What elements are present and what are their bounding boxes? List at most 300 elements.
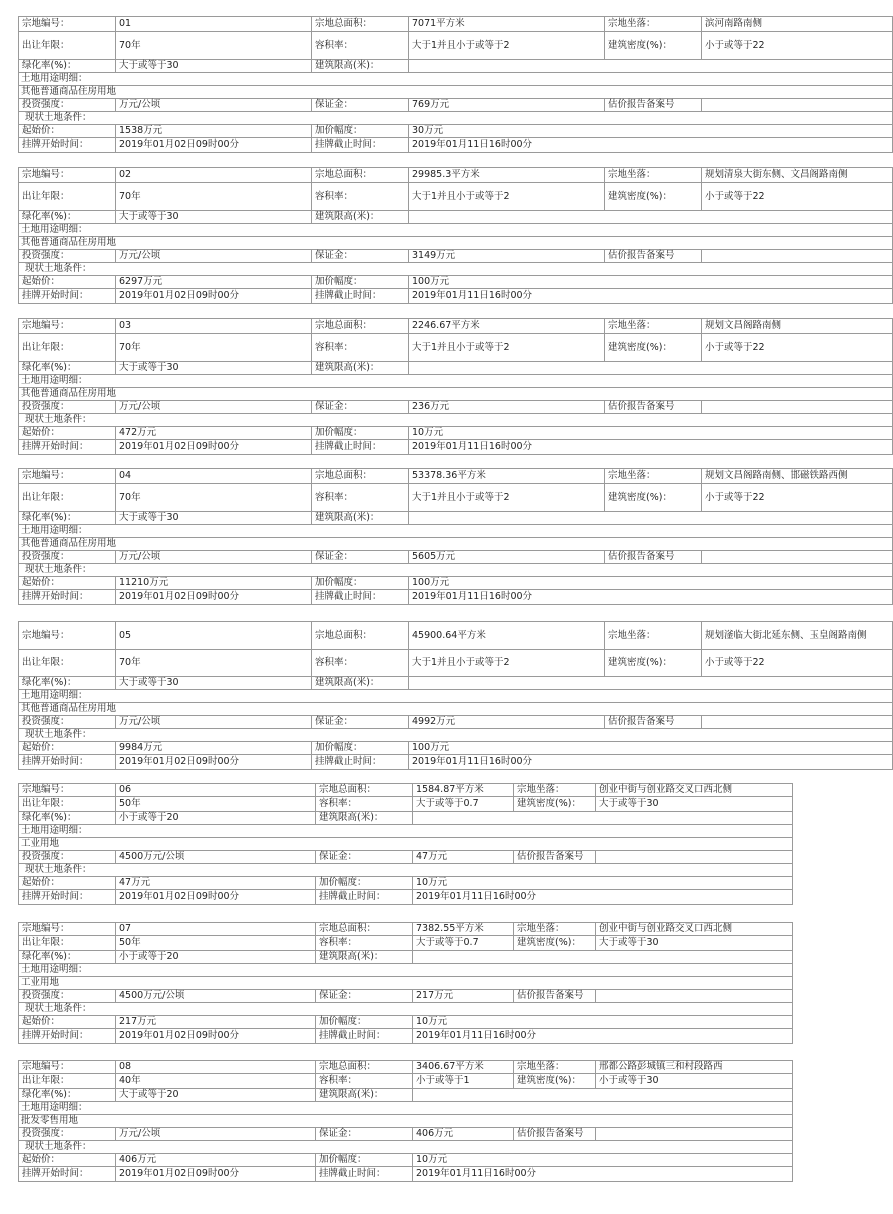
parcel-row: [19, 923, 793, 936]
parcel-row: [19, 211, 893, 224]
parcel-no-value: 01: [116, 17, 312, 32]
list-end-value: 2019年01月11日16时00分: [409, 440, 893, 455]
label-location: 宗地坐落：: [514, 1061, 596, 1074]
parcel-row: [19, 936, 793, 951]
label-location: 宗地坐落：: [605, 622, 702, 650]
label-start-price: 起始价：: [19, 1154, 116, 1167]
label-list-start: 挂牌开始时间：: [19, 1029, 116, 1044]
label-list-end: 挂牌截止时间：: [316, 1029, 413, 1044]
green-value: 大于或等于30: [116, 60, 312, 73]
parcel-no-value: 04: [116, 469, 312, 484]
label-status: 现状土地条件：: [19, 1141, 793, 1154]
term-value: 40年: [116, 1074, 316, 1089]
height-value: [413, 1089, 793, 1102]
parcel-row: [19, 990, 793, 1003]
label-parcel-no: 宗地编号：: [19, 923, 116, 936]
term-value: 70年: [116, 484, 312, 512]
green-value: 小于或等于20: [116, 951, 316, 964]
label-appraisal: 估价报告备案号: [605, 401, 702, 414]
label-appraisal: 估价报告备案号: [514, 851, 596, 864]
label-parcel-no: 宗地编号：: [19, 319, 116, 334]
label-term: 出让年限：: [19, 484, 116, 512]
label-density: 建筑密度(%)：: [605, 650, 702, 677]
far-value: 大于1并且小于或等于2: [409, 32, 605, 60]
list-end-value: 2019年01月11日16时00分: [413, 890, 793, 905]
label-deposit: 保证金：: [312, 401, 409, 414]
parcel-row: [19, 362, 893, 375]
density-value: 大于或等于30: [596, 797, 793, 812]
label-appraisal: 估价报告备案号: [605, 99, 702, 112]
area-value: 1584.87平方米: [413, 784, 514, 797]
label-deposit: 保证金：: [316, 990, 413, 1003]
label-green: 绿化率(%)：: [19, 951, 116, 964]
parcel-no-value: 08: [116, 1061, 316, 1074]
label-invest: 投资强度：: [19, 716, 116, 729]
label-height: 建筑限高(米)：: [312, 677, 409, 690]
label-deposit: 保证金：: [312, 99, 409, 112]
label-parcel-no: 宗地编号：: [19, 17, 116, 32]
label-deposit: 保证金：: [316, 1128, 413, 1141]
increment-value: 10万元: [413, 877, 793, 890]
label-status: 现状土地条件：: [19, 729, 893, 742]
height-value: [413, 812, 793, 825]
label-parcel-no: 宗地编号：: [19, 784, 116, 797]
label-deposit: 保证金：: [316, 851, 413, 864]
label-use-detail: 土地用途明细：: [19, 73, 893, 86]
label-list-start: 挂牌开始时间：: [19, 1167, 116, 1182]
area-value: 2246.67平方米: [409, 319, 605, 334]
label-use-detail: 土地用途明细：: [19, 525, 893, 538]
invest-value: 万元/公顷: [116, 716, 312, 729]
start-price-value: 217万元: [116, 1016, 316, 1029]
parcel-row: [19, 276, 893, 289]
increment-value: 10万元: [409, 427, 893, 440]
label-density: 建筑密度(%)：: [514, 797, 596, 812]
list-start-value: 2019年01月02日09时00分: [116, 755, 312, 770]
height-value: [409, 362, 893, 375]
label-density: 建筑密度(%)：: [605, 334, 702, 362]
label-far: 容积率：: [316, 1074, 413, 1089]
parcel-row: [19, 650, 893, 677]
label-increment: 加价幅度：: [312, 276, 409, 289]
location-value: 规划文昌阁路南侧、邯磁铁路西侧: [702, 469, 893, 484]
far-value: 大于或等于0.7: [413, 797, 514, 812]
label-height: 建筑限高(米)：: [316, 951, 413, 964]
invest-value: 4500万元/公顷: [116, 851, 316, 864]
deposit-value: 4992万元: [409, 716, 605, 729]
label-far: 容积率：: [312, 484, 409, 512]
parcel-row: [19, 890, 793, 905]
start-price-value: 472万元: [116, 427, 312, 440]
green-value: 小于或等于20: [116, 812, 316, 825]
green-value: 大于或等于30: [116, 677, 312, 690]
increment-value: 100万元: [409, 276, 893, 289]
deposit-value: 3149万元: [409, 250, 605, 263]
parcel-row: [19, 1089, 793, 1102]
location-value: 规划文昌阁路南侧: [702, 319, 893, 334]
parcel-row: [19, 551, 893, 564]
label-use-detail: 土地用途明细：: [19, 690, 893, 703]
density-value: 小于或等于22: [702, 183, 893, 211]
far-value: 大于1并且小于或等于2: [409, 484, 605, 512]
appraisal-value: [702, 716, 893, 729]
label-far: 容积率：: [312, 183, 409, 211]
parcel-row: [19, 138, 893, 153]
label-invest: 投资强度：: [19, 851, 116, 864]
deposit-value: 236万元: [409, 401, 605, 414]
land-use-value: 其他普通商品住房用地: [19, 388, 893, 401]
label-term: 出让年限：: [19, 32, 116, 60]
label-increment: 加价幅度：: [312, 577, 409, 590]
parcel-row: [19, 755, 893, 770]
label-height: 建筑限高(米)：: [312, 60, 409, 73]
parcel-row: [19, 716, 893, 729]
appraisal-value: [702, 551, 893, 564]
appraisal-value: [702, 401, 893, 414]
label-density: 建筑密度(%)：: [605, 484, 702, 512]
area-value: 45900.64平方米: [409, 622, 605, 650]
parcel-row: [19, 729, 893, 742]
green-value: 大于或等于20: [116, 1089, 316, 1102]
label-list-start: 挂牌开始时间：: [19, 890, 116, 905]
label-use-detail: 土地用途明细：: [19, 825, 793, 838]
label-far: 容积率：: [312, 32, 409, 60]
label-list-start: 挂牌开始时间：: [19, 289, 116, 304]
parcel-row: [19, 703, 893, 716]
parcel-row: [19, 263, 893, 276]
appraisal-value: [596, 1128, 793, 1141]
list-start-value: 2019年01月02日09时00分: [116, 289, 312, 304]
label-status: 现状土地条件：: [19, 263, 893, 276]
label-invest: 投资强度：: [19, 250, 116, 263]
label-location: 宗地坐落：: [605, 168, 702, 183]
label-list-end: 挂牌截止时间：: [316, 890, 413, 905]
parcel-row: [19, 112, 893, 125]
area-value: 7382.55平方米: [413, 923, 514, 936]
parcel-row: [19, 538, 893, 551]
increment-value: 100万元: [409, 742, 893, 755]
label-height: 建筑限高(米)：: [312, 512, 409, 525]
start-price-value: 406万元: [116, 1154, 316, 1167]
parcel-row: [19, 484, 893, 512]
parcel-row: [19, 877, 793, 890]
parcel-row: [19, 525, 893, 538]
parcel-row: [19, 99, 893, 112]
land-use-value: 其他普通商品住房用地: [19, 703, 893, 716]
parcel-row: [19, 1115, 793, 1128]
label-height: 建筑限高(米)：: [312, 211, 409, 224]
invest-value: 万元/公顷: [116, 401, 312, 414]
deposit-value: 406万元: [413, 1128, 514, 1141]
label-density: 建筑密度(%)：: [514, 1074, 596, 1089]
label-list-end: 挂牌截止时间：: [312, 590, 409, 605]
parcel-row: [19, 851, 793, 864]
label-area: 宗地总面积：: [312, 17, 409, 32]
list-start-value: 2019年01月02日09时00分: [116, 890, 316, 905]
increment-value: 100万元: [409, 577, 893, 590]
location-value: 邢都公路彭城镇三和村段路西: [596, 1061, 793, 1074]
parcel-table: [18, 16, 893, 153]
area-value: 7071平方米: [409, 17, 605, 32]
far-value: 小于或等于1: [413, 1074, 514, 1089]
land-use-value: 其他普通商品住房用地: [19, 237, 893, 250]
parcel-row: [19, 86, 893, 99]
density-value: 小于或等于22: [702, 334, 893, 362]
increment-value: 10万元: [413, 1016, 793, 1029]
start-price-value: 47万元: [116, 877, 316, 890]
parcel-row: [19, 977, 793, 990]
density-value: 小于或等于30: [596, 1074, 793, 1089]
label-density: 建筑密度(%)：: [514, 936, 596, 951]
label-green: 绿化率(%)：: [19, 60, 116, 73]
list-end-value: 2019年01月11日16时00分: [413, 1167, 793, 1182]
parcel-row: [19, 951, 793, 964]
start-price-value: 6297万元: [116, 276, 312, 289]
density-value: 小于或等于22: [702, 484, 893, 512]
increment-value: 10万元: [413, 1154, 793, 1167]
label-area: 宗地总面积：: [316, 923, 413, 936]
label-parcel-no: 宗地编号：: [19, 168, 116, 183]
label-use-detail: 土地用途明细：: [19, 964, 793, 977]
parcel-no-value: 02: [116, 168, 312, 183]
parcel-table: [18, 468, 893, 605]
label-area: 宗地总面积：: [312, 319, 409, 334]
label-green: 绿化率(%)：: [19, 812, 116, 825]
height-value: [409, 60, 893, 73]
label-height: 建筑限高(米)：: [312, 362, 409, 375]
label-term: 出让年限：: [19, 797, 116, 812]
label-location: 宗地坐落：: [514, 923, 596, 936]
land-use-value: 其他普通商品住房用地: [19, 86, 893, 99]
invest-value: 万元/公顷: [116, 99, 312, 112]
label-far: 容积率：: [312, 650, 409, 677]
label-green: 绿化率(%)：: [19, 512, 116, 525]
label-green: 绿化率(%)：: [19, 362, 116, 375]
label-area: 宗地总面积：: [312, 622, 409, 650]
density-value: 小于或等于22: [702, 650, 893, 677]
height-value: [409, 211, 893, 224]
label-appraisal: 估价报告备案号: [605, 716, 702, 729]
label-far: 容积率：: [316, 936, 413, 951]
label-parcel-no: 宗地编号：: [19, 469, 116, 484]
parcel-no-value: 05: [116, 622, 312, 650]
label-term: 出让年限：: [19, 936, 116, 951]
label-list-end: 挂牌截止时间：: [312, 138, 409, 153]
land-use-value: 其他普通商品住房用地: [19, 538, 893, 551]
parcel-row: [19, 224, 893, 237]
deposit-value: 217万元: [413, 990, 514, 1003]
label-status: 现状土地条件：: [19, 112, 893, 125]
deposit-value: 769万元: [409, 99, 605, 112]
label-location: 宗地坐落：: [514, 784, 596, 797]
parcel-row: [19, 375, 893, 388]
list-start-value: 2019年01月02日09时00分: [116, 590, 312, 605]
invest-value: 万元/公顷: [116, 250, 312, 263]
location-value: 创业中街与创业路交叉口西北侧: [596, 784, 793, 797]
parcel-row: [19, 60, 893, 73]
label-list-end: 挂牌截止时间：: [312, 440, 409, 455]
parcel-row: [19, 825, 793, 838]
term-value: 70年: [116, 32, 312, 60]
appraisal-value: [596, 851, 793, 864]
land-use-value: 工业用地: [19, 838, 793, 851]
list-start-value: 2019年01月02日09时00分: [116, 1029, 316, 1044]
parcel-row: [19, 289, 893, 304]
term-value: 50年: [116, 797, 316, 812]
label-start-price: 起始价：: [19, 742, 116, 755]
label-start-price: 起始价：: [19, 577, 116, 590]
label-height: 建筑限高(米)：: [316, 1089, 413, 1102]
label-increment: 加价幅度：: [316, 1016, 413, 1029]
label-start-price: 起始价：: [19, 877, 116, 890]
label-list-end: 挂牌截止时间：: [312, 755, 409, 770]
parcel-row: [19, 564, 893, 577]
list-start-value: 2019年01月02日09时00分: [116, 138, 312, 153]
label-start-price: 起始价：: [19, 125, 116, 138]
parcel-row: [19, 1154, 793, 1167]
parcel-no-value: 03: [116, 319, 312, 334]
area-value: 53378.36平方米: [409, 469, 605, 484]
label-use-detail: 土地用途明细：: [19, 224, 893, 237]
label-increment: 加价幅度：: [316, 1154, 413, 1167]
label-area: 宗地总面积：: [312, 469, 409, 484]
green-value: 大于或等于30: [116, 211, 312, 224]
label-list-end: 挂牌截止时间：: [316, 1167, 413, 1182]
parcel-row: [19, 17, 893, 32]
green-value: 大于或等于30: [116, 512, 312, 525]
label-term: 出让年限：: [19, 334, 116, 362]
appraisal-value: [702, 250, 893, 263]
parcel-row: [19, 622, 893, 650]
label-area: 宗地总面积：: [312, 168, 409, 183]
label-appraisal: 估价报告备案号: [605, 551, 702, 564]
label-invest: 投资强度：: [19, 99, 116, 112]
area-value: 3406.67平方米: [413, 1061, 514, 1074]
deposit-value: 5605万元: [409, 551, 605, 564]
label-far: 容积率：: [316, 797, 413, 812]
label-start-price: 起始价：: [19, 427, 116, 440]
parcel-row: [19, 1102, 793, 1115]
label-list-start: 挂牌开始时间：: [19, 755, 116, 770]
label-location: 宗地坐落：: [605, 17, 702, 32]
parcel-row: [19, 784, 793, 797]
parcel-row: [19, 797, 793, 812]
land-use-value: 批发零售用地: [19, 1115, 793, 1128]
parcel-row: [19, 237, 893, 250]
list-start-value: 2019年01月02日09时00分: [116, 440, 312, 455]
label-use-detail: 土地用途明细：: [19, 1102, 793, 1115]
label-area: 宗地总面积：: [316, 784, 413, 797]
parcel-row: [19, 1167, 793, 1182]
parcel-table: [18, 167, 893, 304]
label-height: 建筑限高(米)：: [316, 812, 413, 825]
term-value: 70年: [116, 650, 312, 677]
list-end-value: 2019年01月11日16时00分: [409, 590, 893, 605]
label-far: 容积率：: [312, 334, 409, 362]
parcel-row: [19, 742, 893, 755]
parcel-row: [19, 964, 793, 977]
start-price-value: 9984万元: [116, 742, 312, 755]
label-invest: 投资强度：: [19, 990, 116, 1003]
label-appraisal: 估价报告备案号: [514, 1128, 596, 1141]
land-use-value: 工业用地: [19, 977, 793, 990]
label-invest: 投资强度：: [19, 401, 116, 414]
list-end-value: 2019年01月11日16时00分: [409, 755, 893, 770]
location-value: 规划清泉大街东侧、文昌阁路南侧: [702, 168, 893, 183]
label-green: 绿化率(%)：: [19, 1089, 116, 1102]
parcel-row: [19, 401, 893, 414]
height-value: [409, 512, 893, 525]
start-price-value: 1538万元: [116, 125, 312, 138]
label-list-end: 挂牌截止时间：: [312, 289, 409, 304]
label-status: 现状土地条件：: [19, 864, 793, 877]
parcel-row: [19, 73, 893, 86]
parcel-no-value: 06: [116, 784, 316, 797]
appraisal-value: [702, 99, 893, 112]
parcel-row: [19, 812, 793, 825]
list-end-value: 2019年01月11日16时00分: [413, 1029, 793, 1044]
far-value: 大于1并且小于或等于2: [409, 183, 605, 211]
parcel-row: [19, 1141, 793, 1154]
parcel-table: [18, 922, 793, 1044]
parcel-row: [19, 1003, 793, 1016]
parcel-row: [19, 677, 893, 690]
far-value: 大于1并且小于或等于2: [409, 650, 605, 677]
parcel-table: [18, 783, 793, 905]
label-deposit: 保证金：: [312, 551, 409, 564]
label-term: 出让年限：: [19, 650, 116, 677]
invest-value: 万元/公顷: [116, 551, 312, 564]
parcel-row: [19, 1128, 793, 1141]
label-status: 现状土地条件：: [19, 564, 893, 577]
term-value: 70年: [116, 334, 312, 362]
parcel-row: [19, 864, 793, 877]
parcel-row: [19, 1029, 793, 1044]
parcel-table: [18, 1060, 793, 1182]
far-value: 大于1并且小于或等于2: [409, 334, 605, 362]
parcel-row: [19, 125, 893, 138]
invest-value: 万元/公顷: [116, 1128, 316, 1141]
parcel-row: [19, 512, 893, 525]
label-increment: 加价幅度：: [312, 125, 409, 138]
label-appraisal: 估价报告备案号: [605, 250, 702, 263]
parcel-row: [19, 32, 893, 60]
label-density: 建筑密度(%)：: [605, 32, 702, 60]
label-parcel-no: 宗地编号：: [19, 622, 116, 650]
label-location: 宗地坐落：: [605, 319, 702, 334]
parcel-row: [19, 427, 893, 440]
label-parcel-no: 宗地编号：: [19, 1061, 116, 1074]
parcel-row: [19, 1016, 793, 1029]
green-value: 大于或等于30: [116, 362, 312, 375]
appraisal-value: [596, 990, 793, 1003]
parcel-row: [19, 388, 893, 401]
label-density: 建筑密度(%)：: [605, 183, 702, 211]
label-increment: 加价幅度：: [316, 877, 413, 890]
parcel-row: [19, 1061, 793, 1074]
parcel-table: [18, 621, 893, 770]
far-value: 大于或等于0.7: [413, 936, 514, 951]
label-term: 出让年限：: [19, 1074, 116, 1089]
parcel-no-value: 07: [116, 923, 316, 936]
location-value: 创业中街与创业路交叉口西北侧: [596, 923, 793, 936]
label-green: 绿化率(%)：: [19, 211, 116, 224]
parcel-row: [19, 590, 893, 605]
label-invest: 投资强度：: [19, 551, 116, 564]
term-value: 50年: [116, 936, 316, 951]
parcel-row: [19, 469, 893, 484]
label-status: 现状土地条件：: [19, 1003, 793, 1016]
